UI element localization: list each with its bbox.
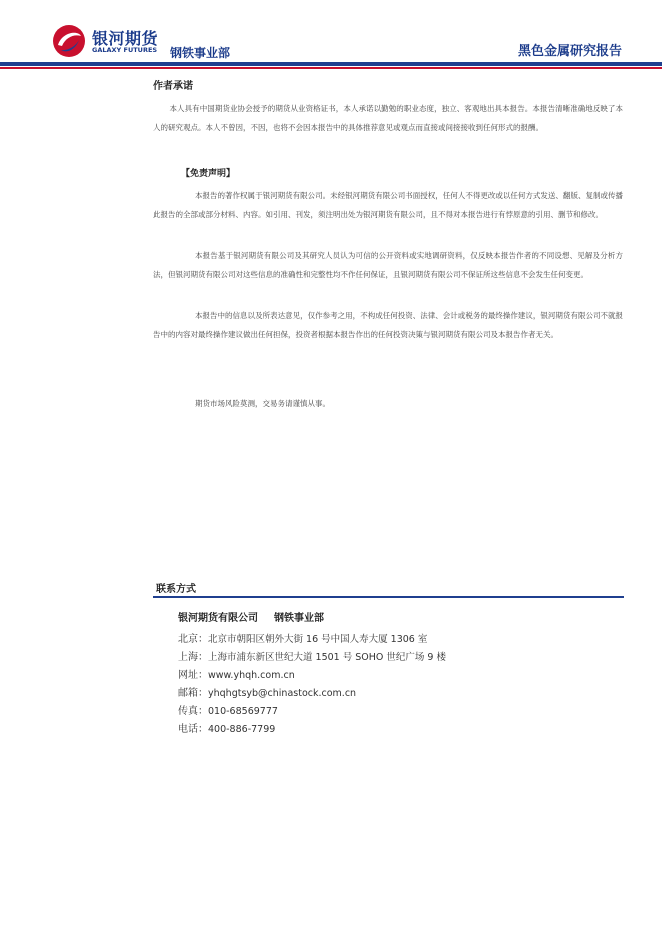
contact-item-beijing [178, 631, 446, 649]
contact-label: 网址： [178, 670, 208, 681]
page-header [0, 0, 662, 70]
commitment-paragraph: 本人具有中国期货业协会授予的期货从业资格证书，本人承诺以勤勉的职业态度，独立、客观地出具本报告。本报告清晰准确地反映了本人的研究观点。本人不曾因，不因，也将不会因本报告中的具体推荐意见或观点而直接或间接接收到任何形式的报酬。 [153, 104, 623, 132]
header-rule-blue [0, 62, 662, 66]
contact-item-phone [178, 721, 446, 739]
contact-title: 联系方式 [156, 584, 196, 595]
department-name: 钢铁事业部 [274, 613, 324, 624]
contact-label: 北京： [178, 634, 208, 645]
contact-divider [153, 596, 624, 598]
contact-item-fax [178, 703, 446, 721]
risk-warning: 期货市场风险莫测，交易务请谨慎从事。 [195, 399, 330, 408]
division-name: 钢铁事业部 [170, 46, 231, 60]
header-rule-red [0, 67, 662, 69]
commitment-title: 作者承诺 [153, 81, 193, 92]
contact-company-line [178, 609, 340, 624]
company-name: 银河期货有限公司 [178, 613, 258, 624]
contact-value: yhqhgtsyb@chinastock.com.cn [208, 688, 357, 699]
contact-item-shanghai [178, 649, 446, 667]
contact-label: 电话： [178, 724, 208, 735]
contact-label: 上海： [178, 652, 208, 663]
contact-value: 上海市浦东新区世纪大道 1501 号 SOHO 世纪广场 9 楼 [208, 652, 446, 663]
contact-label: 邮箱： [178, 688, 208, 699]
contact-item-email [178, 685, 446, 703]
disclaimer-paragraph-reference: 本报告中的信息以及所表达意见，仅作参考之用，不构成任何投资、法律、会计或税务的最终操作建议，银河期货有限公司不就报告中的内容对最终操作建议做出任何担保，投资者根据本报告作出的任何投资决策与银河期货有限公司及本报告作者无关。 [153, 311, 623, 339]
contact-value: 010-68569777 [208, 706, 278, 717]
report-type-title: 黑色金属研究报告 [517, 44, 622, 59]
contact-item-website [178, 667, 446, 685]
disclaimer-paragraph-copyright: 本报告的著作权属于银河期货有限公司。未经银河期货有限公司书面授权，任何人不得更改或以任何方式发送、翻版、复制或传播此报告的全部或部分材料、内容。如引用、刊发，须注明出处为银河期货有限公司，且不得对本报告进行有悖原意的引用、删节和修改。 [153, 191, 623, 219]
contact-list [178, 631, 446, 739]
galaxy-futures-logo-icon [52, 24, 86, 58]
disclaimer-paragraph-sources: 本报告基于银河期货有限公司及其研究人员认为可信的公开资料或实地调研资料，仅反映本报告作者的不同设想、见解及分析方法，但银河期货有限公司对这些信息的准确性和完整性均不作任何保证，且银河期货有限公司不保证所这些信息不会发生任何变更。 [153, 251, 623, 279]
contact-value: 北京市朝阳区朝外大街 16 号中国人寿大厦 1306 室 [208, 634, 428, 645]
contact-value: 400-886-7799 [208, 724, 276, 735]
logo-chinese-name: 银河期货 [92, 29, 159, 48]
contact-label: 传真： [178, 706, 208, 717]
contact-value: www.yhqh.com.cn [208, 670, 295, 681]
logo-english-name: GALAXY FUTURES [92, 46, 158, 54]
disclaimer-title: 【免责声明】 [181, 169, 236, 179]
